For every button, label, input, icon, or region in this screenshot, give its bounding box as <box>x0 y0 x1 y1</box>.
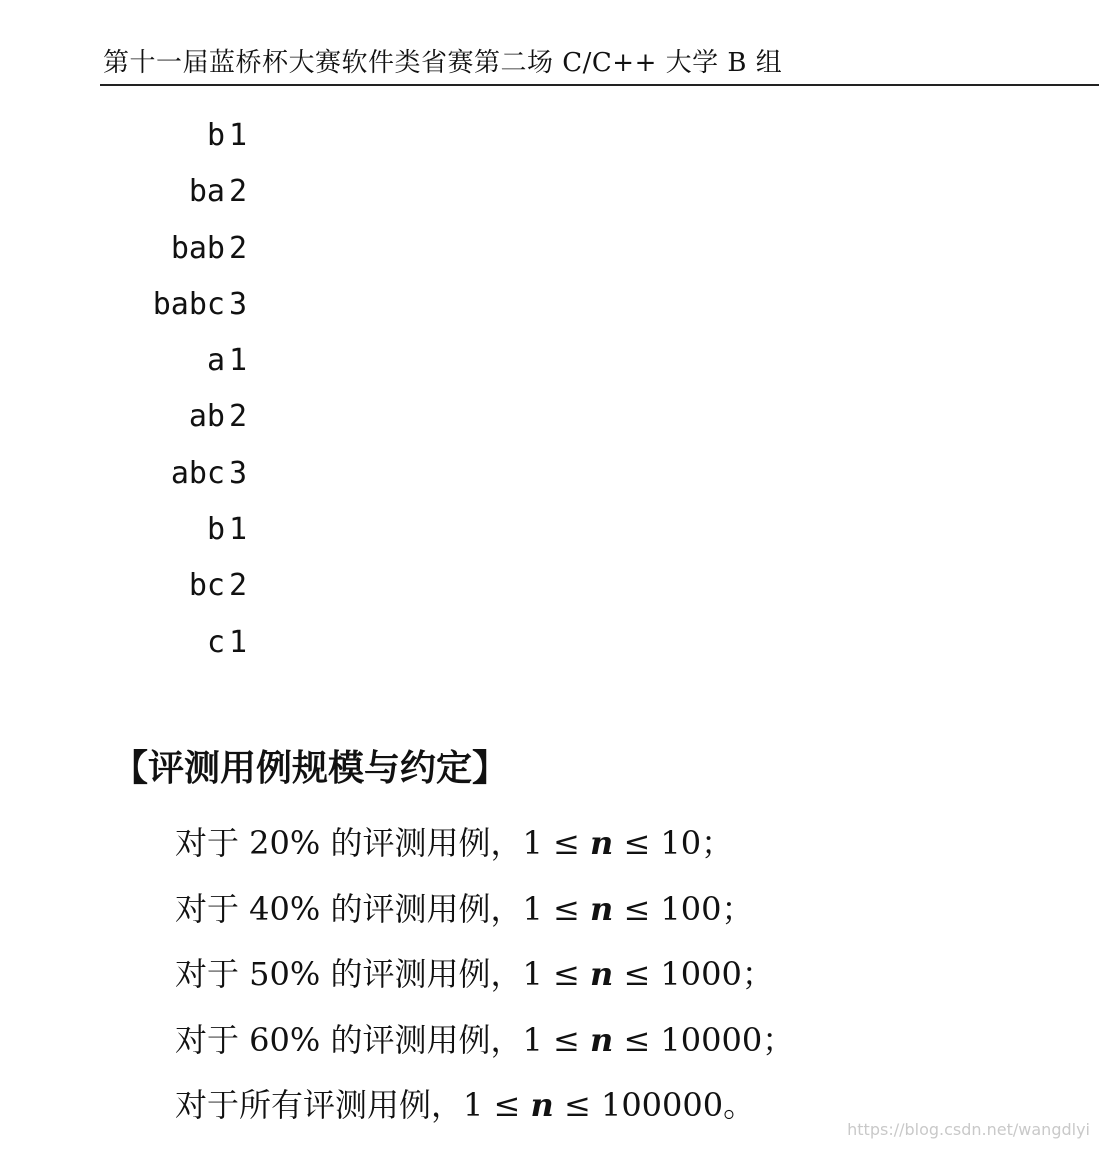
constraint-prefix: 对于 50% 的评测用例，1 ≤ <box>175 955 590 993</box>
substring-cell: abc <box>170 455 225 491</box>
substring-cell: ab <box>188 399 225 435</box>
table-row <box>123 231 263 287</box>
constraint-line <box>175 884 794 950</box>
count-cell: 1 <box>229 512 248 548</box>
constraint-variable: n <box>590 824 614 862</box>
substring-cell: a <box>206 343 225 379</box>
table-row <box>123 118 263 174</box>
table-row <box>123 174 263 230</box>
count-cell: 1 <box>229 118 248 153</box>
count-cell: 2 <box>229 399 248 435</box>
table-row <box>123 568 263 624</box>
table-row <box>123 512 263 568</box>
constraint-line <box>175 1015 794 1081</box>
table-row <box>123 456 263 512</box>
table-row <box>123 287 263 343</box>
constraint-suffix: ≤ 100； <box>613 889 754 928</box>
count-cell: 2 <box>229 230 248 266</box>
substring-cell: babc <box>152 286 225 322</box>
constraint-variable: n <box>590 1020 614 1059</box>
constraint-prefix: 对于 40% 的评测用例，1 ≤ <box>175 889 590 928</box>
count-cell: 1 <box>229 343 248 379</box>
count-cell: 2 <box>229 568 248 604</box>
header-divider <box>100 84 1099 86</box>
constraint-line <box>175 818 794 884</box>
count-cell: 2 <box>229 174 248 210</box>
substring-cell: bab <box>170 230 225 266</box>
substring-cell: bc <box>188 568 225 604</box>
constraint-variable: n <box>590 889 614 928</box>
constraint-prefix: 对于 60% 的评测用例，1 ≤ <box>175 1020 590 1059</box>
table-row <box>123 399 263 455</box>
count-cell: 3 <box>229 455 248 491</box>
constraint-prefix: 对于所有评测用例，1 ≤ <box>175 1086 531 1124</box>
constraint-variable: n <box>590 955 614 993</box>
page-header-title: 第十一届蓝桥杯大赛软件类省赛第二场 C/C++ 大学 B 组 <box>103 48 783 78</box>
substring-cell: b <box>206 512 225 548</box>
constraint-variable: n <box>530 1086 554 1124</box>
substring-cell: ba <box>188 174 225 210</box>
constraint-suffix: ≤ 10000； <box>613 1020 795 1059</box>
constraint-line <box>175 949 794 1015</box>
substring-cell: c <box>206 624 225 660</box>
constraint-list <box>175 818 794 1146</box>
substring-cell: b <box>206 118 225 153</box>
source-watermark: https://blog.csdn.net/wangdlyi <box>847 1120 1090 1139</box>
constraint-suffix: ≤ 10； <box>613 824 734 862</box>
constraint-suffix: ≤ 100000。 <box>553 1086 756 1124</box>
table-row <box>123 625 263 681</box>
constraint-prefix: 对于 20% 的评测用例，1 ≤ <box>175 824 590 862</box>
substring-count-table <box>123 118 263 681</box>
constraint-suffix: ≤ 1000； <box>613 955 774 993</box>
count-cell: 3 <box>229 286 248 322</box>
constraint-line <box>175 1080 794 1146</box>
count-cell: 1 <box>229 624 248 660</box>
section-heading: 【评测用例规模与约定】 <box>112 748 509 789</box>
table-row <box>123 343 263 399</box>
